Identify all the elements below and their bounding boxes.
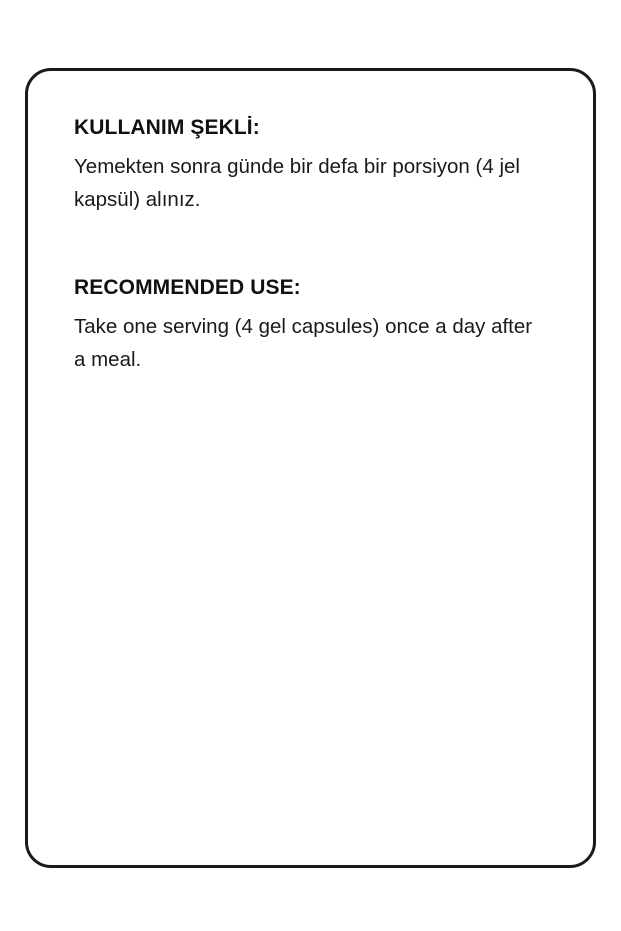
usage-heading-english: RECOMMENDED USE: bbox=[74, 275, 301, 299]
section-spacer bbox=[74, 247, 547, 275]
usage-section-turkish bbox=[74, 115, 547, 217]
usage-section-english bbox=[74, 275, 547, 377]
usage-body-turkish: Yemekten sonra günde bir defa bir porsiyon (4 jel kapsül) alınız. bbox=[74, 155, 520, 212]
instructions-label-card bbox=[25, 68, 596, 868]
usage-heading-turkish: KULLANIM ŞEKLİ: bbox=[74, 116, 260, 139]
label-content bbox=[28, 71, 593, 376]
usage-body-english: Take one serving (4 gel capsules) once a day after a meal. bbox=[74, 314, 533, 372]
